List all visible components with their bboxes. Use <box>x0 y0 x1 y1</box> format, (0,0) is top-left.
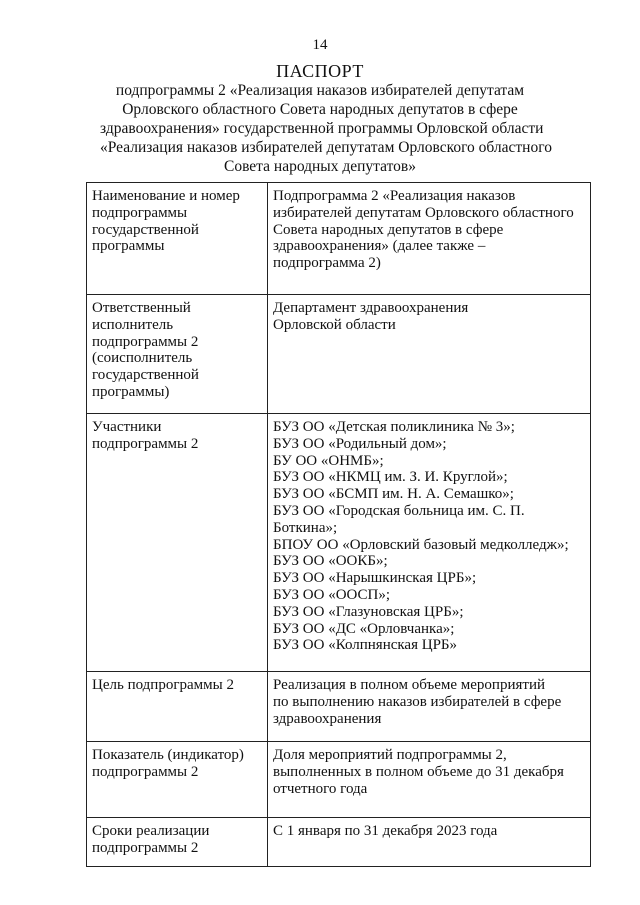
value-line: Реализация в полном объеме мероприятий <box>273 677 545 693</box>
row-value-goal <box>268 672 591 742</box>
subtitle-line: Совета народных депутатов» <box>223 158 416 175</box>
label-line: программы <box>92 238 165 255</box>
label-line: подпрограммы 2 <box>92 763 199 780</box>
value-line: Подпрограмма 2 «Реализация наказов <box>273 188 516 204</box>
value-line: Орловской области <box>273 316 396 333</box>
participant-item: БУЗ ОО «Родильный дом»; <box>273 435 447 452</box>
participant-item: БУЗ ОО «Нарышкинская ЦРБ»; <box>273 570 477 587</box>
value-line: здравоохранения <box>273 710 382 727</box>
document-subtitle <box>100 81 552 176</box>
value-line: избирателей депутатам Орловского областного <box>273 204 574 221</box>
label-line: государственной <box>92 221 199 238</box>
label-line: Показатель (индикатор) <box>92 747 244 763</box>
participant-item: БУЗ ОО «НКМЦ им. З. И. Круглой»; <box>273 469 508 486</box>
participant-item: БУЗ ОО «БСМП им. Н. А. Семашко»; <box>273 486 514 503</box>
value-line: Департамент здравоохранения <box>273 300 469 316</box>
row-value-terms <box>268 818 591 867</box>
participant-item: БУЗ ОО «ООСП»; <box>273 586 391 603</box>
value-line: по выполнению наказов избирателей в сфере <box>273 693 562 710</box>
label-line: Цель подпрограммы 2 <box>92 677 234 693</box>
label-line: Сроки реализации <box>92 823 210 839</box>
label-line: Ответственный <box>92 300 191 316</box>
value-line: Доля мероприятий подпрограммы 2, <box>273 747 507 763</box>
row-label-responsible-executor <box>87 295 268 414</box>
participant-item: БУЗ ОО «Городская больница им. С. П. <box>273 502 525 519</box>
label-line: Участники <box>92 419 162 435</box>
participant-item: Боткина»; <box>273 519 338 536</box>
label-line: подпрограммы 2 <box>92 839 199 856</box>
subtitle-line: подпрограммы 2 «Реализация наказов избирателей депутатам <box>115 82 525 99</box>
table-row <box>87 414 591 672</box>
row-value-participants <box>268 414 591 672</box>
label-line: подпрограммы <box>92 204 188 221</box>
row-label-terms <box>87 818 268 867</box>
table-row <box>87 295 591 414</box>
value-line: С 1 января по 31 декабря 2023 года <box>273 823 498 839</box>
label-line: (соисполнитель <box>92 350 193 367</box>
participant-item: БУЗ ОО «ДС «Орловчанка»; <box>273 620 455 637</box>
label-line: Наименование и номер <box>92 188 240 204</box>
document-title: ПАСПОРТ <box>276 61 364 81</box>
participant-item: БУЗ ОО «Детская поликлиника № 3»; <box>273 419 515 435</box>
table-row <box>87 183 591 295</box>
page-number: 14 <box>312 37 328 53</box>
label-line: исполнитель <box>92 316 174 333</box>
row-value-indicator <box>268 742 591 818</box>
label-line: подпрограммы 2 <box>92 435 199 452</box>
value-line: Совета народных депутатов в сфере <box>273 221 504 238</box>
row-label-goal <box>87 672 268 742</box>
participant-item: БУ ОО «ОНМБ»; <box>273 452 384 469</box>
row-value-responsible-executor <box>268 295 591 414</box>
table-row <box>87 672 591 742</box>
table-row <box>87 818 591 867</box>
row-label-indicator <box>87 742 268 818</box>
row-value-subprogram-name <box>268 183 591 295</box>
subtitle-line: здравоохранения» государственной программы Орловской области <box>100 120 544 137</box>
participant-item: БУЗ ОО «Глазуновская ЦРБ»; <box>273 603 464 620</box>
participant-item: БУЗ ОО «Колпнянская ЦРБ» <box>273 637 458 654</box>
label-line: подпрограммы 2 <box>92 333 199 350</box>
participant-item: БУЗ ОО «ООКБ»; <box>273 553 388 570</box>
row-label-participants <box>87 414 268 672</box>
value-line: выполненных в полном объеме до 31 декабря <box>273 763 564 780</box>
label-line: программы) <box>92 383 170 400</box>
subtitle-line: Орловского областного Совета народных депутатов в сфере <box>122 101 518 118</box>
subtitle-line: «Реализация наказов избирателей депутатам Орловского областного <box>100 139 552 156</box>
value-line: здравоохранения» (далее также – <box>273 238 486 255</box>
value-line: отчетного года <box>273 780 368 797</box>
passport-table <box>86 182 591 867</box>
participant-item: БПОУ ОО «Орловский базовый медколледж»; <box>273 536 569 553</box>
table-row <box>87 742 591 818</box>
row-label-subprogram-name <box>87 183 268 295</box>
label-line: государственной <box>92 367 199 384</box>
value-line: подпрограмма 2) <box>273 255 381 272</box>
